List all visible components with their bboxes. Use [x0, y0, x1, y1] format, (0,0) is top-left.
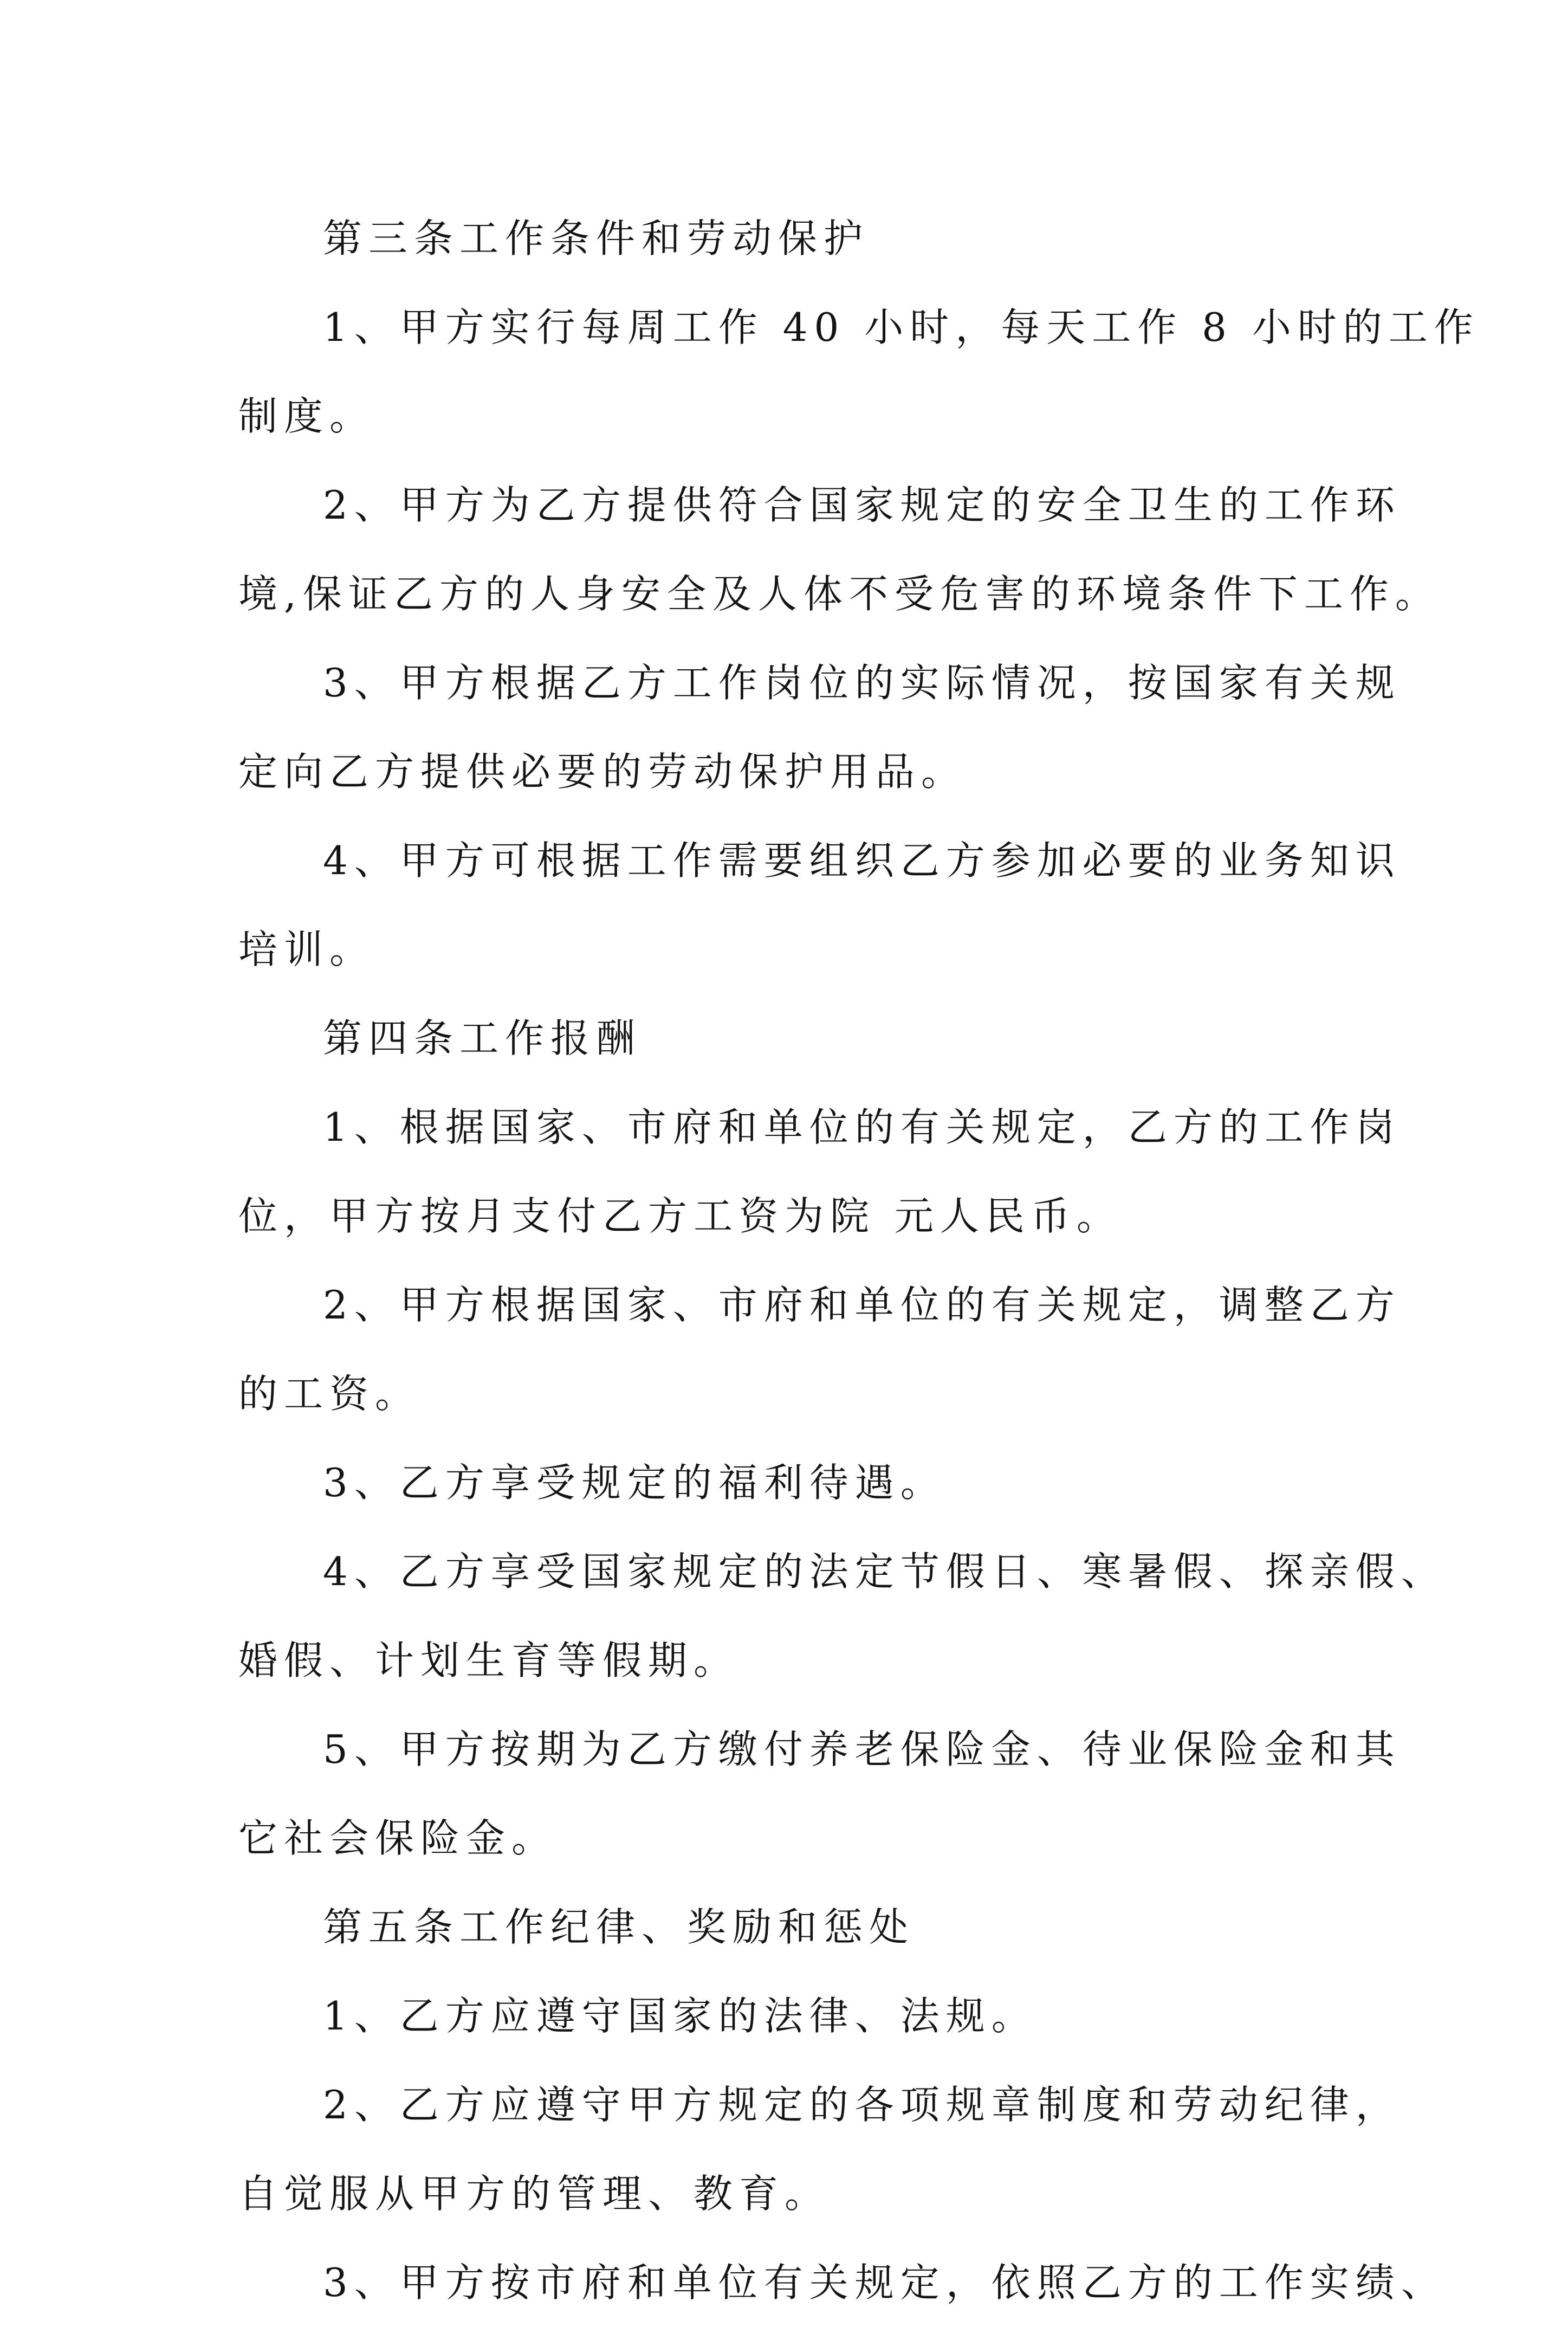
text-line: 1、乙方应遵守国家的法律、法规。	[323, 1993, 1037, 2039]
text-line: 5、甲方按期为乙方缴付养老保险金、待业保险金和其	[323, 1727, 1401, 1772]
text-line: 4、乙方享受国家规定的法定节假日、寒暑假、探亲假、	[323, 1549, 1447, 1594]
document-body	[238, 194, 1480, 2327]
text-line: 2、甲方为乙方提供符合国家规定的安全卫生的工作环	[323, 482, 1401, 528]
text-line: 2、甲方根据国家、市府和单位的有关规定，调整乙方	[323, 1282, 1401, 1328]
text-line: 3、乙方享受规定的福利待遇。	[323, 1460, 946, 1505]
text-line: 3、甲方按市府和单位有关规定，依照乙方的工作实绩、	[323, 2260, 1447, 2305]
text-line: 它社会保险金。	[238, 1815, 558, 1861]
text-line: 1、甲方实行每周工作 40 小时，每天工作 8 小时的工作	[323, 305, 1480, 350]
text-line: 2、乙方应遵守甲方规定的各项规章制度和劳动纪律，	[323, 2082, 1401, 2128]
section-heading-4: 第四条工作报酬	[323, 1016, 642, 1061]
text-line: 1、根据国家、市府和单位的有关规定，乙方的工作岗	[323, 1104, 1401, 1150]
text-line: 婚假、计划生育等假期。	[238, 1638, 740, 1683]
text-line: 位，甲方按月支付乙方工资为院 元人民币。	[238, 1193, 1122, 1239]
section-heading-5: 第五条工作纪律、奖励和惩处	[323, 1904, 915, 1950]
section-heading-3: 第三条工作条件和劳动保护	[323, 216, 870, 261]
text-line: 自觉服从甲方的管理、教育。	[238, 2171, 831, 2216]
text-line: 制度。	[238, 393, 375, 439]
text-line: 的工资。	[238, 1371, 421, 1417]
text-line: 3、甲方根据乙方工作岗位的实际情况，按国家有关规	[323, 660, 1401, 706]
text-line: 境,保证乙方的人身安全及人体不受危害的环境条件下工作。	[238, 571, 1441, 617]
text-line: 定向乙方提供必要的劳动保护用品。	[238, 749, 967, 794]
text-line: 4、甲方可根据工作需要组织乙方参加必要的业务知识	[323, 838, 1401, 883]
text-line: 培训。	[238, 927, 375, 972]
